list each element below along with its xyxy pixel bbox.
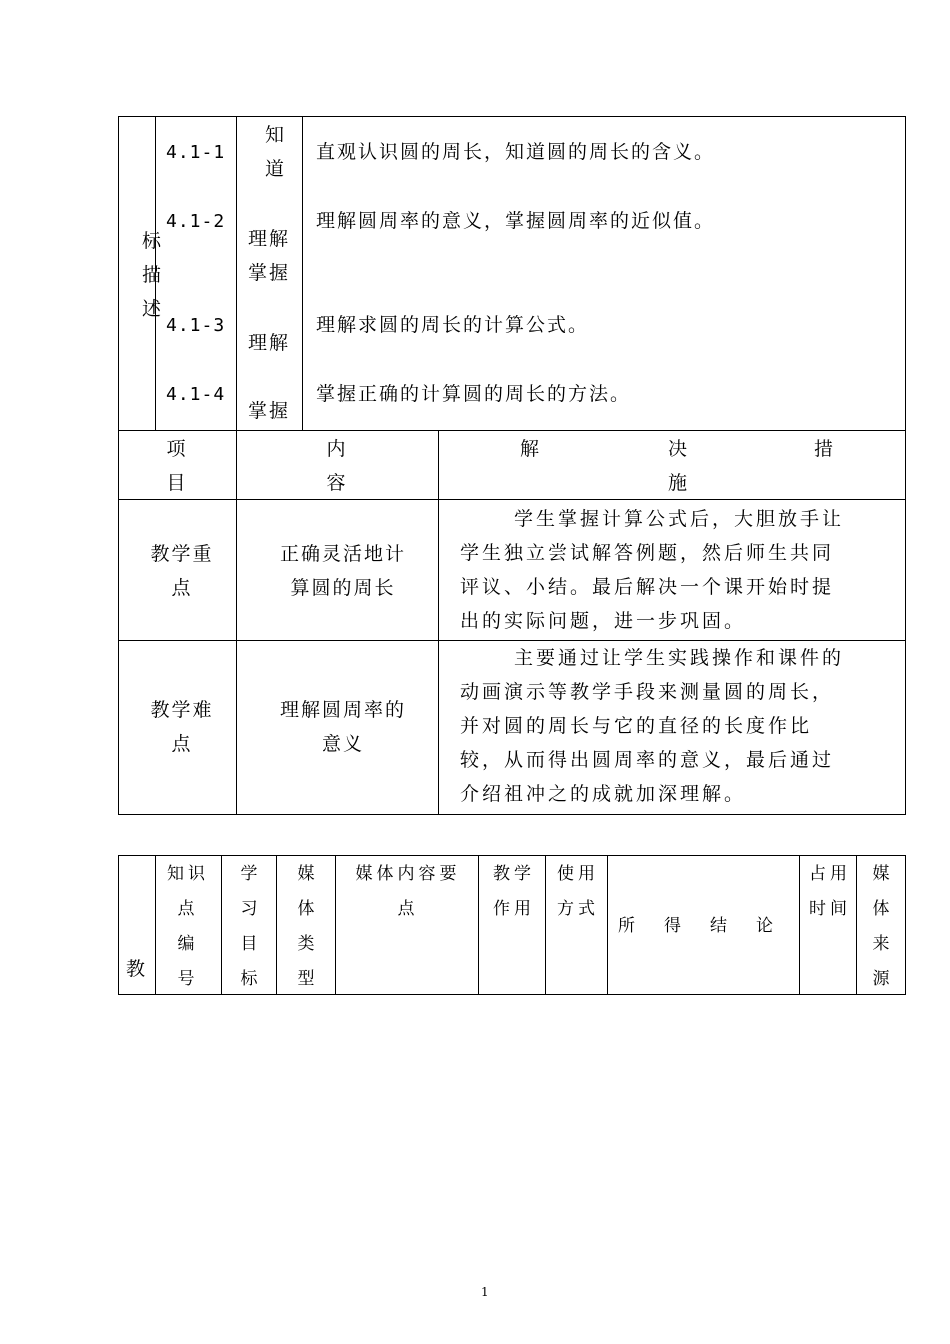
col-source: 源 bbox=[872, 969, 894, 989]
header-content: 容 bbox=[326, 472, 348, 494]
header-item: 项 bbox=[166, 438, 188, 460]
objective-level: 掌握 bbox=[248, 400, 291, 422]
header-content: 内 bbox=[326, 438, 348, 460]
key-point-item: 点 bbox=[171, 577, 193, 599]
key-point-item: 教学重 bbox=[150, 543, 214, 565]
objective-level: 理解 bbox=[248, 228, 291, 250]
objective-description: 掌握正确的计算圆的周长的方法。 bbox=[316, 383, 632, 405]
objective-side-label: 描 bbox=[142, 264, 164, 286]
col-content: 点 bbox=[397, 899, 419, 919]
col-knowledge: 号 bbox=[177, 969, 199, 989]
objective-code: 4.1-1 bbox=[166, 142, 226, 163]
difficulty-content: 理解圆周率的 bbox=[279, 699, 406, 721]
objective-side-label: 述 bbox=[142, 298, 164, 320]
col-goal: 学 bbox=[240, 864, 262, 884]
divider bbox=[438, 430, 439, 815]
objective-code: 4.1-3 bbox=[166, 315, 226, 336]
objective-level: 理解 bbox=[248, 332, 291, 354]
col-conclusion: 所 得 结 论 bbox=[618, 916, 779, 936]
divider bbox=[302, 116, 303, 431]
col-goal: 标 bbox=[240, 969, 262, 989]
col-knowledge: 编 bbox=[177, 934, 199, 954]
objective-code: 4.1-4 bbox=[166, 384, 226, 405]
col-type: 类 bbox=[297, 934, 319, 954]
key-point-content: 正确灵活地计 bbox=[279, 543, 406, 565]
difficulty-item: 教学难 bbox=[150, 699, 214, 721]
difficulty-solution: 主要通过让学生实践操作和课件的 动画演示等教学手段来测量圆的周长， 并对圆的周长与它的直径的长度作比 较，从而得出圆周率的意义，最后通过 介绍祖冲之的成就加深理解。 bbox=[460, 647, 845, 805]
objective-level: 掌握 bbox=[248, 262, 291, 284]
col-time: 占用 bbox=[809, 864, 851, 884]
objective-side-label: 标 bbox=[142, 230, 164, 252]
col-goal: 习 bbox=[240, 899, 262, 919]
objective-level: 道 bbox=[265, 158, 287, 180]
col-time: 时间 bbox=[809, 899, 851, 919]
difficulty-item: 点 bbox=[171, 733, 193, 755]
col-role: 作用 bbox=[493, 899, 535, 919]
header-solution: 措 bbox=[814, 438, 836, 460]
col-method: 使用 bbox=[557, 864, 599, 884]
col-knowledge: 点 bbox=[177, 899, 199, 919]
header-solution: 施 bbox=[668, 472, 690, 494]
col-type: 体 bbox=[297, 899, 319, 919]
col-source: 媒 bbox=[872, 864, 894, 884]
objective-description: 理解求圆的周长的计算公式。 bbox=[316, 314, 590, 336]
page-number: 1 bbox=[481, 1285, 489, 1299]
col-source: 体 bbox=[872, 899, 894, 919]
difficulty-content: 意义 bbox=[321, 733, 364, 755]
col-method: 方式 bbox=[557, 899, 599, 919]
col-role: 教学 bbox=[493, 864, 535, 884]
col-source: 来 bbox=[872, 934, 894, 954]
objective-level: 知 bbox=[265, 124, 287, 146]
key-point-content: 算圆的周长 bbox=[290, 577, 396, 599]
objective-description: 直观认识圆的周长，知道圆的周长的含义。 bbox=[316, 141, 716, 163]
header-item: 目 bbox=[166, 472, 188, 494]
header-solution: 解 bbox=[520, 438, 542, 460]
col-type: 媒 bbox=[297, 864, 319, 884]
objective-description: 理解圆周率的意义，掌握圆周率的近似值。 bbox=[316, 210, 716, 232]
key-point-solution: 学生掌握计算公式后，大胆放手让 学生独立尝试解答例题，然后师生共同 评议、小结。最后解决一个课开始时提 出的实际问题，进一步巩固。 bbox=[460, 508, 845, 632]
col-knowledge: 知识 bbox=[167, 864, 209, 884]
divider bbox=[118, 499, 906, 500]
col-type: 型 bbox=[297, 969, 319, 989]
objective-code: 4.1-2 bbox=[166, 211, 226, 232]
media-side-label: 教 bbox=[126, 958, 148, 980]
col-content: 媒体内容要 bbox=[355, 864, 461, 884]
header-solution: 决 bbox=[668, 438, 690, 460]
divider bbox=[236, 116, 237, 431]
col-goal: 目 bbox=[240, 934, 262, 954]
